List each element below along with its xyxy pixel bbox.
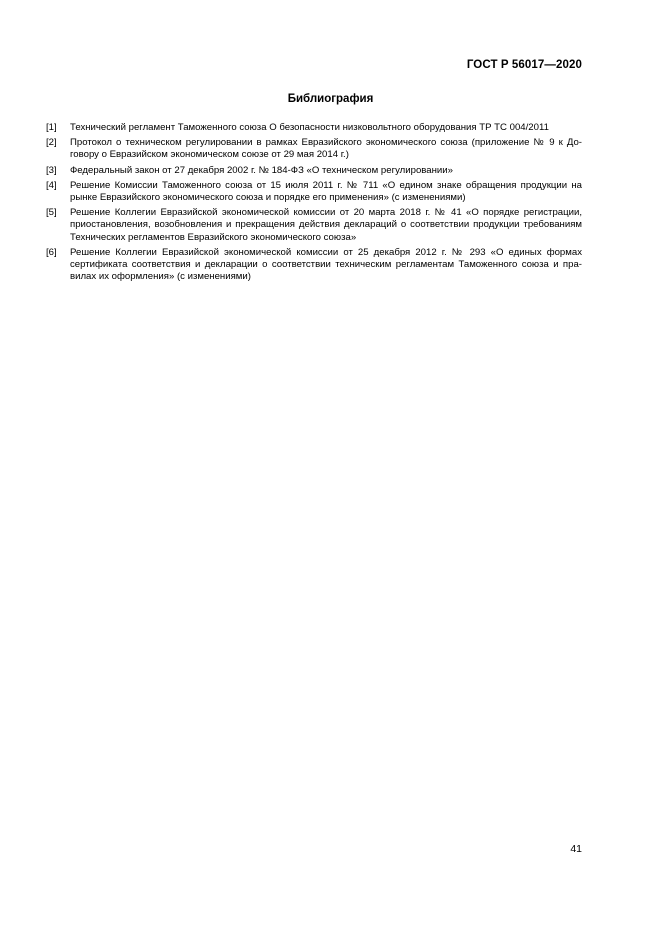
bibliography-entry: [46, 247, 582, 284]
entry-text: Решение Коллегии Евразийской экономической комиссии от 25 декабря 2012 г. № 293 «О единых формах сертификата соответствия и декларации о соответствии техническим регламентам Таможенного союза и правилах их оформления» (с изменениями): [70, 246, 582, 283]
bibliography-list: [46, 122, 582, 286]
entry-number: [4]: [46, 179, 57, 191]
bibliography-entry: [46, 207, 582, 244]
entry-number: [5]: [46, 207, 57, 219]
entry-text: Федеральный закон от 27 декабря 2002 г. № 184-ФЗ «О техническом регулировании»: [70, 164, 453, 176]
entry-text: Технический регламент Таможенного союза О безопасности низковольтного оборудования ТР ТС 004/2011: [70, 122, 549, 133]
bibliography-entry: [46, 122, 582, 134]
entry-text: Решение Комиссии Таможенного союза от 15 июля 2011 г. № 711 «О едином знаке обращения продукции на рынке Евразийского экономического союза и порядке его применения» (с изменениями): [70, 179, 582, 204]
entry-number: [3]: [46, 164, 57, 176]
entry-text: Решение Коллегии Евразийской экономической комиссии от 20 марта 2018 г. № 41 «О порядке регистрации, приостановления, возобновления и прекращения действия деклараций о соответствии продукции требованиям Технических регламентов Евразийского экономического союза»: [70, 207, 582, 243]
bibliography-entry: [46, 137, 582, 161]
document-code: ГОСТ Р 56017—2020: [466, 59, 582, 71]
bibliography-entry: [46, 180, 582, 204]
page-number: 41: [570, 843, 582, 855]
bibliography-entry: [46, 165, 582, 177]
entry-number: [1]: [46, 122, 57, 133]
entry-text: Протокол о техническом регулировании в рамках Евразийского экономического союза (приложение № 9 к Договору о Евразийском экономическом союзе от 29 мая 2014 г.): [70, 137, 582, 161]
entry-number: [2]: [46, 137, 57, 149]
entry-number: [6]: [46, 246, 57, 258]
section-title: Библиография: [287, 93, 374, 105]
